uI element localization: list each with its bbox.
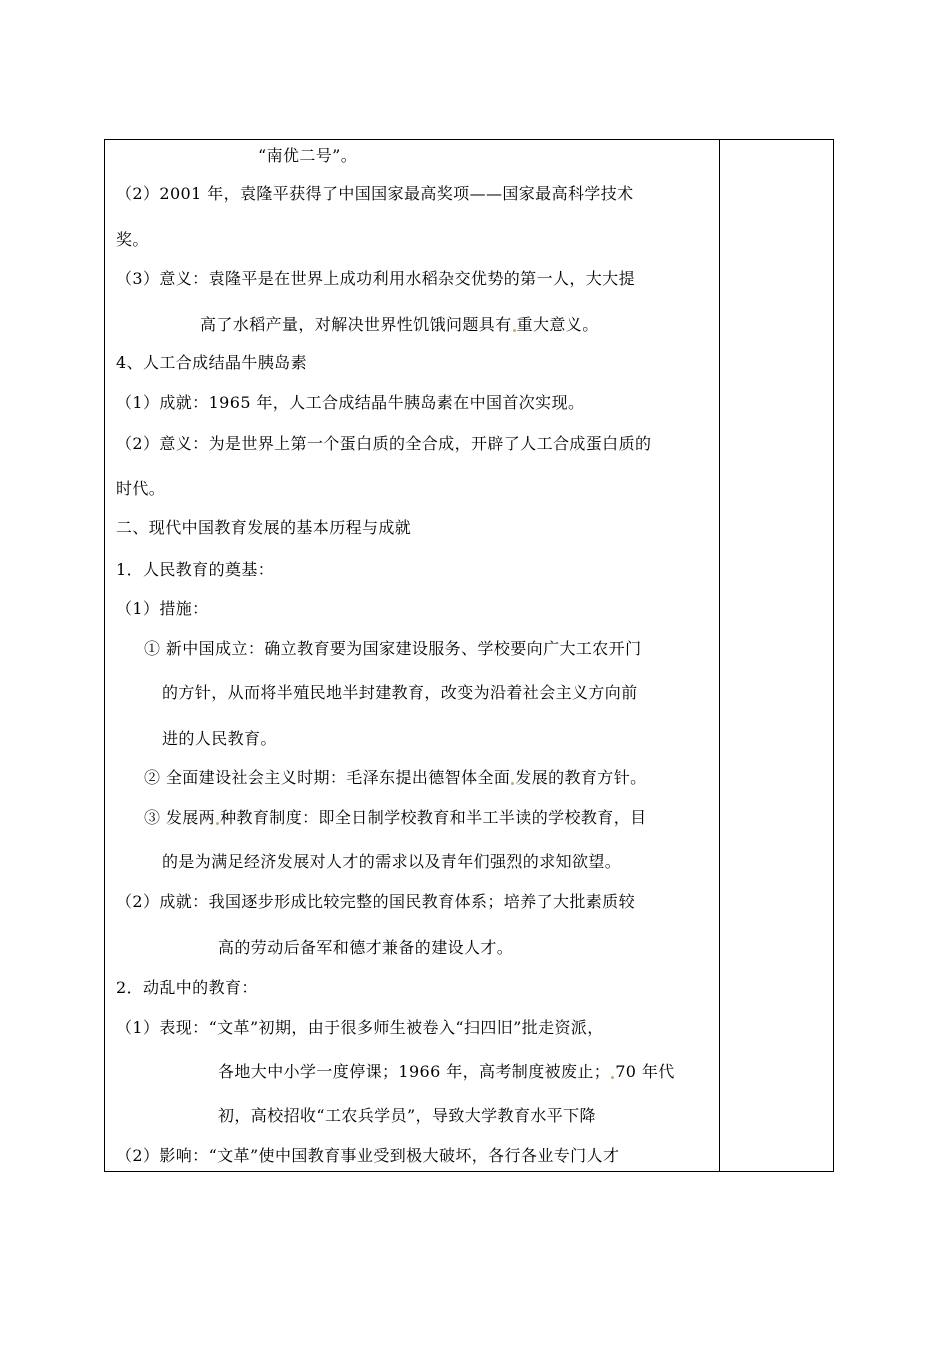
text-segment: 高了水稻产量，对解决世界性饥饿问题具有 bbox=[200, 315, 512, 334]
text-segment: 各地大中小学一度停课；1966 年，高考制度被废止； bbox=[218, 1062, 611, 1081]
text-line: 初，高校招收“工农兵学员”，导致大学教育水平下降 bbox=[218, 1106, 596, 1125]
text-line-part bbox=[218, 1062, 675, 1082]
text-line: （2）成就：我国逐步形成比较完整的国民教育体系；培养了大批素质较 bbox=[116, 892, 635, 911]
text-line: 的是为满足经济发展对人才的需求以及青年们强烈的求知欲望。 bbox=[162, 852, 622, 871]
text-line-part bbox=[144, 808, 647, 828]
text-line-part bbox=[144, 768, 647, 788]
text-line: 奖。 bbox=[116, 230, 149, 249]
text-segment: 发展的教育方针。 bbox=[515, 768, 647, 787]
dot-mark bbox=[216, 822, 219, 825]
text-line: 高的劳动后备军和德才兼备的建设人才。 bbox=[218, 938, 514, 957]
text-line: （1）成就：1965 年，人工合成结晶牛胰岛素在中国首次实现。 bbox=[116, 393, 585, 412]
text-line: ① 新中国成立：确立教育要为国家建设服务、学校要向广大工农开门 bbox=[144, 639, 642, 658]
text-segment: 重大意义。 bbox=[516, 315, 599, 334]
text-line-part bbox=[200, 315, 599, 335]
dot-mark bbox=[611, 1076, 614, 1079]
section-heading: 2．动乱中的教育： bbox=[116, 978, 258, 997]
text-segment: 种教育制度：即全日制学校教育和半工半读的学校教育，目 bbox=[220, 808, 647, 827]
text-line: “南优二号”。 bbox=[258, 146, 358, 165]
dot-mark bbox=[513, 329, 516, 332]
text-line: 进的人民教育。 bbox=[162, 729, 277, 748]
text-line: （1）表现：“文革”初期，由于很多师生被卷入“扫四旧”批走资派， bbox=[116, 1018, 604, 1037]
text-line: （3）意义：袁隆平是在世界上成功利用水稻杂交优势的第一人，大大提 bbox=[116, 269, 635, 288]
text-line: （1）措施： bbox=[116, 599, 209, 618]
text-line: （2）2001 年，袁隆平获得了中国国家最高奖项——国家最高科学技术 bbox=[116, 184, 634, 203]
text-segment: ② 全面建设社会主义时期：毛泽东提出德智体全面 bbox=[144, 768, 511, 787]
section-heading: 二、现代中国教育发展的基本历程与成就 bbox=[116, 518, 412, 537]
text-segment: ③ 发展两 bbox=[144, 808, 216, 827]
text-line: 时代。 bbox=[116, 479, 166, 498]
column-divider bbox=[719, 140, 720, 1171]
text-line: （2）影响：“文革”使中国教育事业受到极大破坏，各行各业专门人才 bbox=[116, 1146, 620, 1165]
text-segment: 70 年代 bbox=[615, 1062, 675, 1081]
section-heading: 4、人工合成结晶牛胰岛素 bbox=[116, 353, 307, 372]
text-line: （2）意义：为是世界上第一个蛋白质的全合成，开辟了人工合成蛋白质的 bbox=[116, 434, 652, 453]
text-line: 的方针，从而将半殖民地半封建教育，改变为沿着社会主义方向前 bbox=[162, 683, 638, 702]
section-heading: 1．人民教育的奠基： bbox=[116, 560, 275, 579]
dot-mark bbox=[511, 782, 514, 785]
